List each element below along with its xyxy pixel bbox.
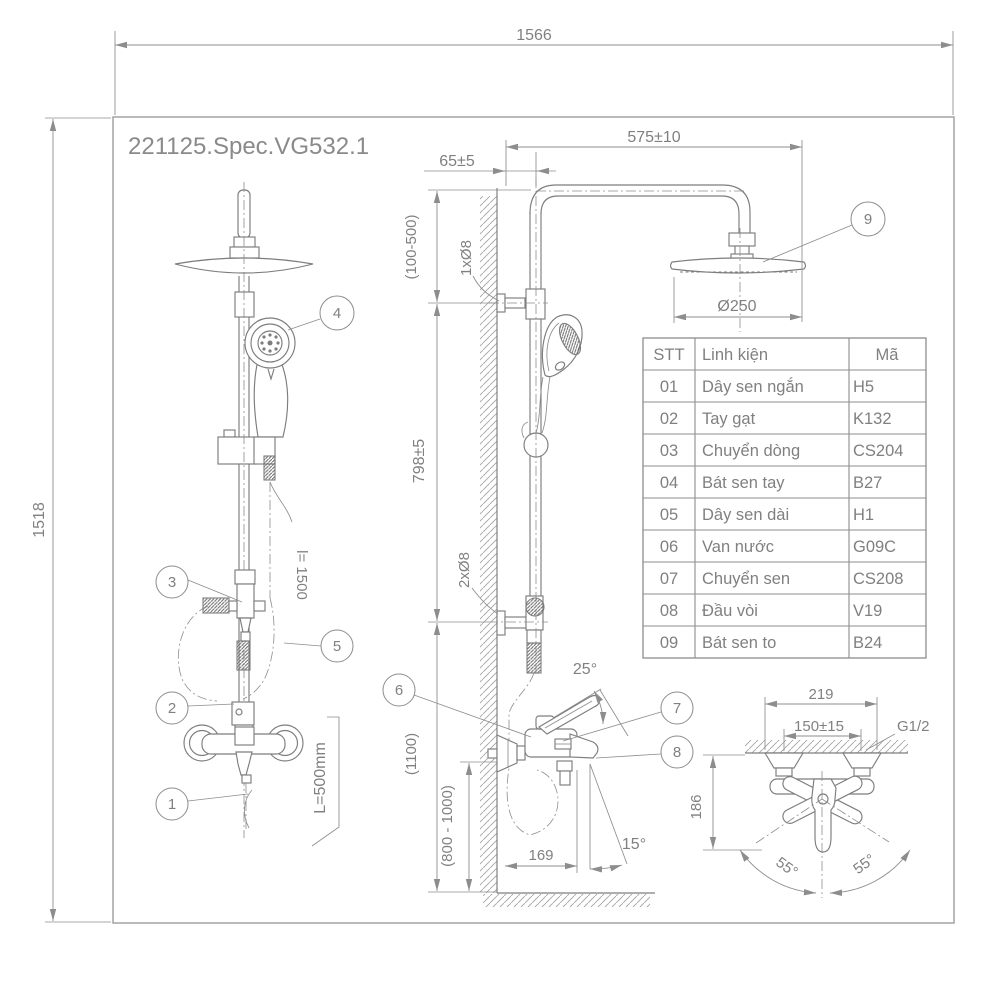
table-cell: B24	[853, 634, 883, 652]
rain-head-side	[671, 258, 806, 273]
mixer-front	[184, 702, 303, 783]
table-cell: Dây sen ngắn	[702, 378, 804, 396]
dim-rail-length: 798±5	[411, 438, 428, 484]
table-cell: Chuyển sen	[702, 570, 791, 588]
dim-hose-short: L=500mm	[312, 742, 329, 814]
table-cell: K132	[853, 410, 892, 428]
table-cell: 08	[659, 602, 679, 620]
table-cell: 05	[659, 506, 679, 524]
dim-overall-width: 1566	[516, 27, 552, 44]
dim-thread-size: G1/2	[897, 718, 930, 735]
dim-lever-angle: 25°	[572, 661, 598, 678]
table-cell: Bát sen to	[702, 634, 777, 652]
dim-plan-width: 219	[808, 686, 834, 703]
spout-plan	[812, 779, 836, 852]
hand-shower-side	[536, 315, 585, 433]
table-cell: 04	[659, 474, 679, 492]
dim-swing-left: 55°	[772, 853, 801, 881]
table-header-stt: STT	[653, 346, 685, 364]
svg-text:7: 7	[672, 700, 682, 717]
dim-head-diameter: Ø250	[717, 298, 757, 315]
svg-text:6: 6	[394, 682, 404, 699]
svg-text:4: 4	[332, 305, 342, 322]
table-cell: G09C	[853, 538, 897, 556]
dim-spout-angle: 15°	[621, 836, 647, 853]
drawing-title: 221125.Spec.VG532.1	[128, 133, 370, 160]
dim-head-height-range: (100-500)	[403, 214, 420, 280]
svg-text:8: 8	[672, 744, 682, 761]
table-cell: 03	[659, 442, 679, 460]
table-cell: Van nước	[702, 538, 775, 556]
table-cell: CS208	[853, 570, 904, 588]
hose-coil	[264, 456, 275, 480]
table-cell: H5	[853, 378, 875, 396]
table-header-part: Linh kiện	[702, 346, 769, 364]
dim-wall-offset: 65±5	[439, 153, 475, 170]
table-cell: 07	[659, 570, 679, 588]
dim-reach: 575±10	[627, 129, 681, 146]
table-cell: 06	[659, 538, 679, 556]
dim-anchor-bottom: 2xØ8	[456, 552, 473, 588]
table-cell: H1	[853, 506, 875, 524]
slider-bracket	[218, 437, 256, 464]
table-cell: B27	[853, 474, 883, 492]
svg-text:3: 3	[167, 574, 177, 591]
table-cell: V19	[853, 602, 883, 620]
dim-swing-right: 55°	[850, 850, 879, 878]
bottom-bracket	[497, 596, 544, 673]
dim-anchor-top: 1xØ8	[458, 240, 475, 276]
front-view	[175, 182, 342, 846]
table-cell: 09	[659, 634, 679, 652]
table-cell: 01	[659, 378, 679, 396]
plan-view	[688, 686, 930, 898]
wall-hatch	[480, 196, 497, 893]
mixer-lever	[539, 696, 599, 735]
svg-text:9: 9	[863, 211, 873, 228]
table-header-code: Mã	[875, 346, 899, 364]
dim-mixer-height-range: (800 - 1000)	[439, 785, 456, 867]
dim-total-height: (1100)	[403, 732, 420, 776]
hand-shower-front	[245, 318, 295, 437]
dim-hose-long: l= 1500	[293, 550, 310, 600]
top-bracket	[497, 289, 545, 319]
table-cell: Đầu vòi	[702, 602, 758, 620]
dim-inlet-spacing: 150±15	[794, 718, 844, 735]
table-cell: CS204	[853, 442, 904, 460]
parts-table	[643, 338, 926, 658]
table-cell: Tay gạt	[702, 410, 756, 428]
diverter-front	[203, 570, 265, 670]
table-cell: 02	[659, 410, 679, 428]
svg-text:2: 2	[167, 700, 177, 717]
table-cell: Bát sen tay	[702, 474, 785, 492]
table-cell: Dây sen dài	[702, 506, 790, 524]
svg-text:5: 5	[332, 638, 342, 655]
dim-plan-depth: 186	[688, 794, 705, 820]
dim-overall-height: 1518	[31, 502, 48, 538]
dim-spout-reach: 169	[528, 847, 554, 864]
table-cell: Chuyển dòng	[702, 442, 801, 460]
svg-text:1: 1	[167, 796, 177, 813]
mixer-side	[488, 696, 599, 786]
